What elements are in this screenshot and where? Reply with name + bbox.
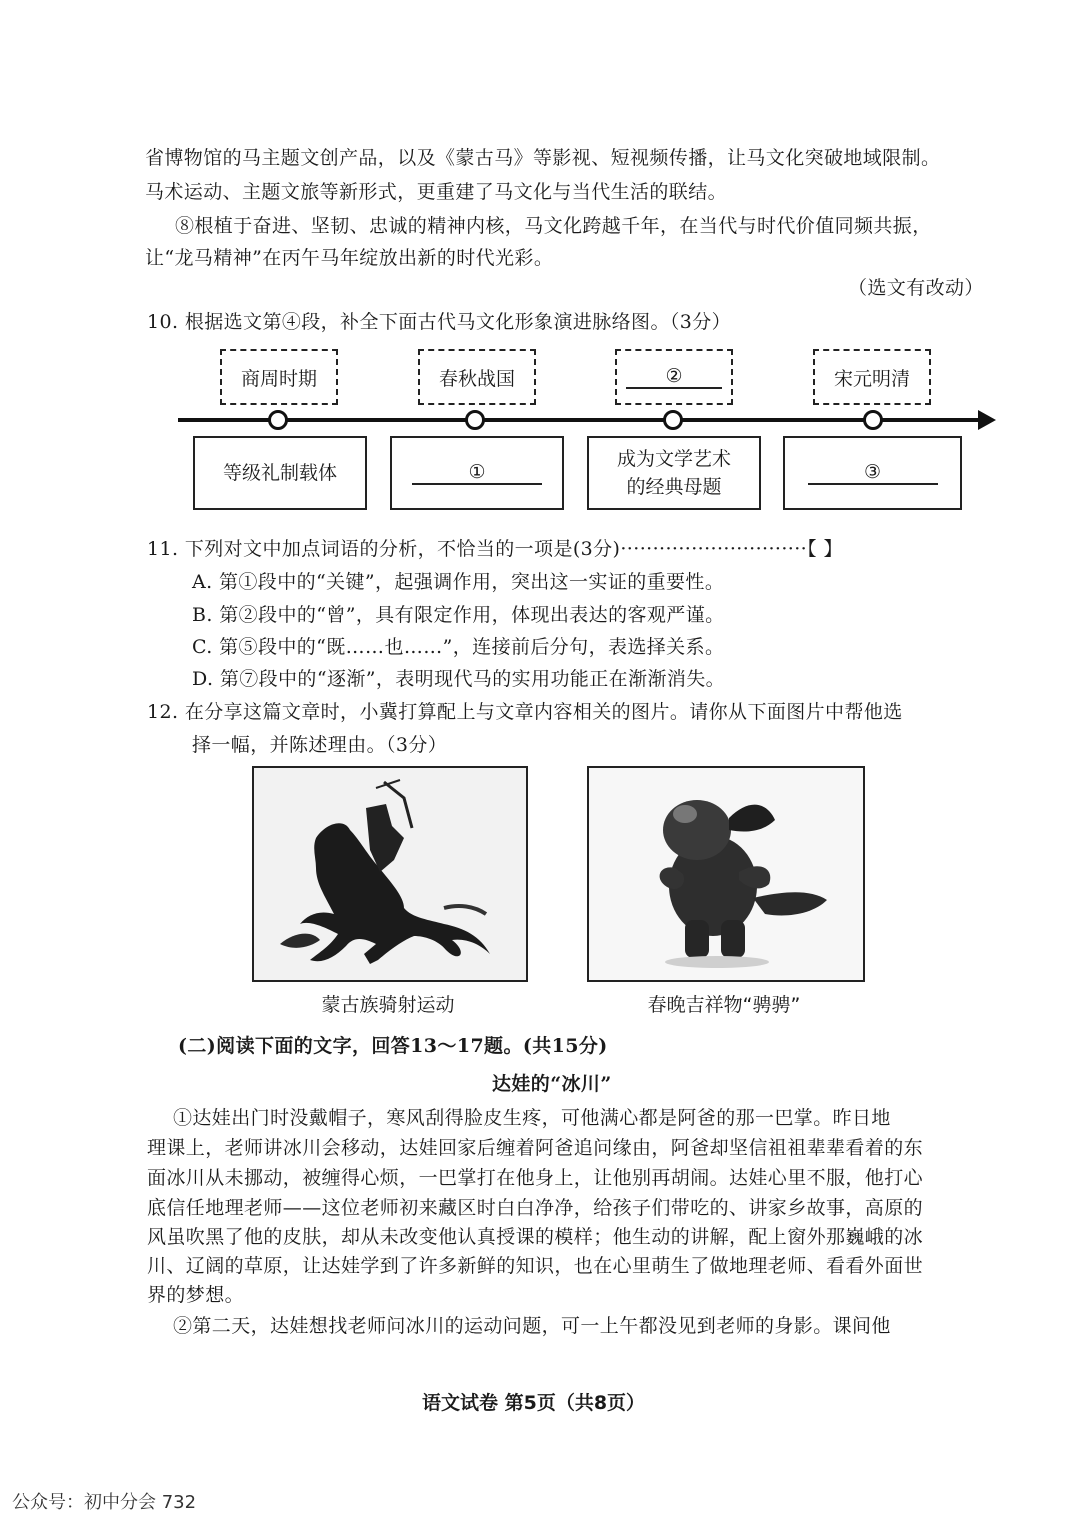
question-12-stem: 择一幅，并陈述理由。（3分） bbox=[192, 734, 448, 756]
timeline-node bbox=[863, 410, 883, 430]
passage-line: 马术运动、主题文旅等新形式，更重建了马文化与当代生活的联结。 bbox=[145, 181, 728, 203]
article-line: 川、辽阔的草原，让达娃学到了许多新鲜的知识，也在心里萌生了做地理老师、看看外面世 bbox=[147, 1255, 924, 1277]
option-c: C. 第⑤段中的“既……也……”，连接前后分句，表选择关系。 bbox=[192, 636, 725, 658]
timeline-node bbox=[465, 410, 485, 430]
section-2-heading: (二)阅读下面的文字，回答13～17题。(共15分) bbox=[178, 1035, 608, 1057]
blank-2: ② bbox=[626, 365, 722, 389]
period-box-blank bbox=[615, 349, 733, 405]
passage-paragraph-8: ⑧根植于奋进、坚韧、忠诚的精神内核，马文化跨越千年，在当代与时代价值同频共振， bbox=[175, 215, 932, 237]
role-box-blank bbox=[783, 436, 962, 510]
passage-line: 让“龙马精神”在丙午马年绽放出新的时代光彩。 bbox=[145, 247, 554, 269]
horse-rider-ink-icon bbox=[254, 768, 526, 980]
article-line: 界的梦想。 bbox=[147, 1284, 245, 1306]
period-box bbox=[418, 349, 536, 405]
role-label: 等级礼制载体 bbox=[222, 462, 337, 484]
period-label: 春秋战国 bbox=[438, 367, 515, 390]
timeline-arrow-icon bbox=[978, 410, 996, 430]
image-2-caption: 春晚吉祥物“骋骋” bbox=[647, 994, 801, 1016]
article-line: 风虽吹黑了他的皮肤，却从未改变他认真授课的模样；他生动的讲解，配上窗外那巍峨的冰 bbox=[147, 1226, 924, 1248]
mascot-chengcheng-image bbox=[587, 766, 865, 982]
blank-3: ③ bbox=[808, 461, 938, 485]
role-label: 的经典母题 bbox=[626, 476, 722, 498]
timeline-node bbox=[268, 410, 288, 430]
option-b: B. 第②段中的“曾”，具有限定作用，体现出表达的客观严谨。 bbox=[192, 604, 725, 626]
article-line: ②第二天，达娃想找老师问冰川的运动问题，可一上午都没见到老师的身影。课间他 bbox=[173, 1315, 891, 1337]
option-a: A. 第①段中的“关键”，起强调作用，突出这一实证的重要性。 bbox=[192, 571, 725, 593]
watermark: 公众号：初中分会 732 bbox=[12, 1492, 197, 1513]
page-footer: 语文试卷 第5页（共8页） bbox=[422, 1392, 646, 1414]
image-1-caption: 蒙古族骑射运动 bbox=[321, 994, 455, 1016]
role-box bbox=[587, 436, 761, 510]
question-11-stem: 11. 下列对文中加点词语的分析，不恰当的一项是(3分)·····························【 】 bbox=[147, 538, 843, 560]
period-box bbox=[813, 349, 931, 405]
period-label: 宋元明清 bbox=[833, 367, 910, 390]
article-line: 面冰川从未挪动，被缠得心烦，一巴掌打在他身上，让他别再胡闹。达娃心里不服，他打心 bbox=[147, 1167, 924, 1189]
mongolian-horseback-archery-image bbox=[252, 766, 528, 982]
option-d: D. 第⑦段中的“逐渐”，表明现代马的实用功能正在渐渐消失。 bbox=[192, 668, 726, 690]
role-box bbox=[193, 436, 367, 510]
timeline-node bbox=[663, 410, 683, 430]
role-label: 成为文学艺术 bbox=[616, 448, 731, 470]
article-title: 达娃的“冰川” bbox=[492, 1073, 612, 1095]
role-box-blank bbox=[390, 436, 564, 510]
article-line: ①达娃出门时没戴帽子，寒风刮得脸皮生疼，可他满心都是阿爸的那一巴掌。昨日地 bbox=[173, 1107, 891, 1129]
period-label: 商周时期 bbox=[240, 367, 317, 390]
blank-1: ① bbox=[412, 461, 542, 485]
question-12-stem: 12. 在分享这篇文章时，小冀打算配上与文章内容相关的图片。请你从下面图片中帮他选 bbox=[147, 701, 903, 723]
period-box bbox=[220, 349, 338, 405]
passage-line: 省博物馆的马主题文创产品，以及《蒙古马》等影视、短视频传播，让马文化突破地域限制。 bbox=[145, 147, 941, 169]
article-line: 理课上，老师讲冰川会移动，达娃回家后缠着阿爸追问缘由，阿爸却坚信祖祖辈辈看着的东 bbox=[147, 1137, 924, 1159]
article-line: 底信任地理老师——这位老师初来藏区时白白净净，给孩子们带吃的、讲家乡故事，高原的 bbox=[147, 1197, 924, 1219]
mascot-horse-icon bbox=[589, 768, 863, 980]
adaptation-note: （选文有改动） bbox=[848, 277, 984, 299]
question-10-stem: 10. 根据选文第④段，补全下面古代马文化形象演进脉络图。（3分） bbox=[147, 311, 732, 333]
